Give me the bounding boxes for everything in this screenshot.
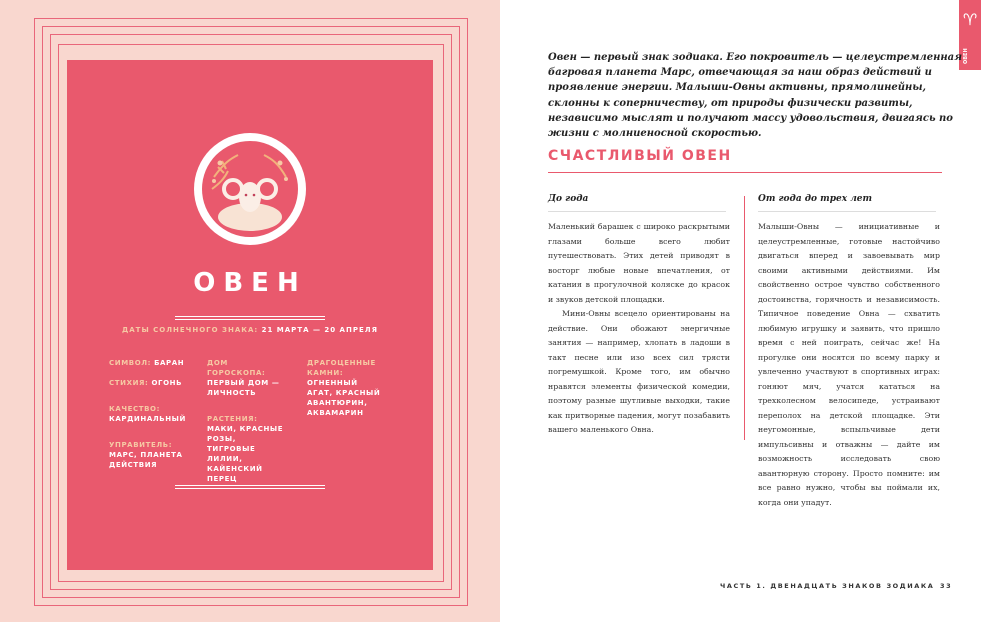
paragraph: Малыши-Овны — инициативные и целеустремленные, готовые настойчиво двигаться вперед и завоевывать мир своими активными действиями. Им свойственно острое чувство собственного достоинства, горячность и независимость. Типичное поведение Овна — схватить любимую игрушку и заявить, что пришло время с ней поиграть, сейчас же! На прогулке они носятся по всему парку и увлеченно участвуют в спортивных играх: гоняют мяч, учатся кататься на трехколесном велосипеде, устраивают переполох на детской площадке. Эти неугомонные, вспыльчивые дети импульсивны и отважны — дайте им возможность исследовать свою авантюрную сторону. Просто помните: им все равно нужно, чтобы вы поймали их, когда они упадут. (758, 222, 940, 507)
info-label: СТИХИЯ: (109, 379, 149, 387)
info-column-2 (207, 358, 287, 494)
info-house (207, 358, 287, 398)
right-page (500, 0, 1001, 622)
info-label: УПРАВИТЕЛЬ: (109, 441, 173, 449)
sun-sign-dates (67, 326, 433, 334)
section-rule (548, 172, 942, 173)
running-footer: ЧАСТЬ 1. ДВЕНАДЦАТЬ ЗНАКОВ ЗОДИАКА (720, 582, 935, 590)
sign-card (67, 60, 433, 570)
info-column-3 (307, 358, 383, 428)
info-gems (307, 358, 383, 418)
paragraph: Мини-Овны всецело ориентированы на действие. Они обожают энергичные занятия — например, хлопать в ладоши в такт песне или изо всех сил трясти погремушкой. Кроме того, им обычно нравятся элементы физической комедии, поэтому разные шутливые выходки, такие как притворные падения, могут позабавить вашего маленького Овна. (548, 309, 730, 434)
column-heading: До года (548, 194, 589, 204)
tab-label: ОВЕН (963, 48, 969, 64)
info-label: СИМВОЛ: (109, 359, 152, 367)
aries-symbol-icon: ♈ (962, 10, 978, 29)
page-number: 33 (940, 582, 953, 590)
info-element (109, 378, 189, 388)
column-rule (758, 211, 936, 212)
column-text-1 (548, 220, 730, 438)
info-value: ОГОНЬ (151, 379, 183, 387)
info-symbol (109, 358, 189, 368)
left-page (0, 0, 500, 622)
title-rule (175, 316, 325, 317)
info-value: МАРС, ПЛАНЕТА ДЕЙСТВИЯ (109, 451, 183, 469)
info-label: КАЧЕСТВО: (109, 405, 160, 413)
info-column-1 (109, 358, 189, 480)
intro-paragraph: Овен — первый знак зодиака. Его покровитель — целеустремленная багровая планета Марс, отвечающая за наш образ действий и проявление энергии. Малыши-Овны активны, прямолинейны, склонны к соперничеству, от природы физически развиты, независимо мыслят и получают массу удовольствия, двигаясь по жизни с молниеносной скоростью. (548, 52, 963, 140)
info-value: ОГНЕННЫЙ АГАТ, КРАСНЫЙ АВАНТЮРИН, АКВАМАРИН (307, 379, 381, 417)
info-value: БАРАН (154, 359, 185, 367)
bottom-rule (175, 485, 325, 486)
info-quality (109, 404, 189, 424)
info-label: ДРАГОЦЕННЫЕ КАМНИ: (307, 359, 376, 377)
column-rule (548, 211, 726, 212)
info-label: РАСТЕНИЯ: (207, 415, 258, 423)
info-ruler (109, 440, 189, 470)
column-heading: От года до трех лет (758, 194, 873, 204)
bottom-rule (175, 488, 325, 489)
title-rule (175, 319, 325, 320)
paragraph: Маленький барашек с широко раскрытыми глазами больше всего любит путешествовать. Этих детей приводят в восторг любые новые впечатления, от катания в прогулочной коляске до красок и звуков детской площадки. (548, 222, 730, 304)
column-text-2 (758, 220, 940, 510)
info-value: КАРДИНАЛЬНЫЙ (109, 415, 186, 423)
info-label: ДОМ ГОРОСКОПА: (207, 359, 266, 377)
section-title: СЧАСТЛИВЫЙ ОВЕН (548, 148, 732, 164)
sign-title: ОВЕН (193, 268, 307, 298)
ram-emblem-icon (194, 133, 306, 245)
info-value: МАКИ, КРАСНЫЕ РОЗЫ, ТИГРОВЫЕ ЛИЛИИ, КАЙЕНСКИЙ ПЕРЕЦ (207, 425, 284, 483)
dates-label: ДАТЫ СОЛНЕЧНОГО ЗНАКА: (122, 326, 259, 334)
info-value: ПЕРВЫЙ ДОМ — ЛИЧНОСТЬ (207, 379, 280, 397)
info-plants (207, 414, 287, 484)
dates-value: 21 МАРТА — 20 АПРЕЛЯ (261, 326, 378, 334)
column-divider (744, 196, 745, 440)
